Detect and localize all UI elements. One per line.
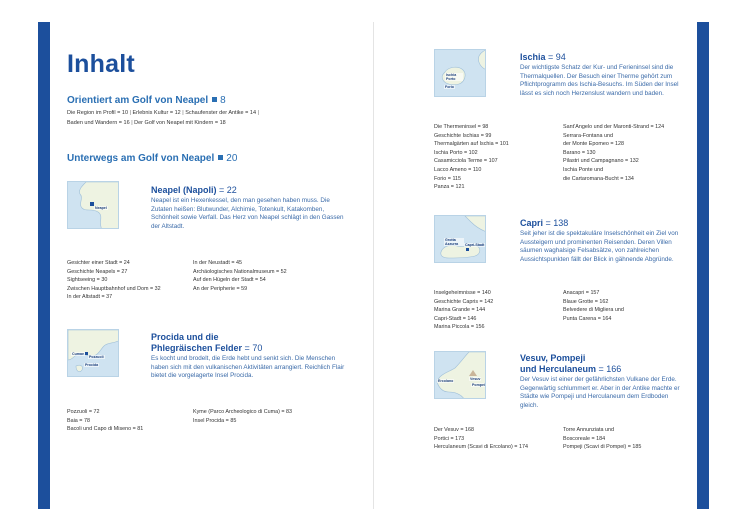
toc-item[interactable]: Pilastri und Campagnano = 132 <box>563 158 639 165</box>
toc-item[interactable]: Geschichte Ischias = 99 <box>434 132 492 139</box>
toc-item[interactable]: In der Altstadt = 37 <box>67 294 113 301</box>
intro-line-2 <box>67 119 307 129</box>
entry-procida-col2 <box>193 408 292 425</box>
toc-item[interactable]: Herculaneum (Scavi di Ercolano) = 174 <box>434 444 528 451</box>
toc-item[interactable]: Barano = 130 <box>563 149 596 156</box>
entry-capri-description: Seit jeher ist die spektakuläre Inselschönheit ein Ziel von Aussteigern und prominenten Reisenden. Deren Villen säumen waghalsige Felsabsätze, von zahlreichen Aussichtspunkten fällt der Blick in gähnende Abgründe. <box>520 230 679 263</box>
section-unterwegs-title: Unterwegs am Golf von Neapel <box>67 153 215 164</box>
map-label: Pozzuoli <box>89 355 104 359</box>
toc-item[interactable]: Geschichte Neapels = 27 <box>67 268 128 275</box>
separator: | <box>131 119 133 126</box>
toc-item[interactable]: Portici = 173 <box>434 435 465 442</box>
toc-item[interactable]: Boscoreale = 184 <box>563 435 606 442</box>
entry-vesuv-title[interactable]: Vesuv, Pompeji und Herculaneum = 166 <box>520 353 622 374</box>
toc-item[interactable]: Punta Carena = 164 <box>563 315 612 322</box>
page-gutter <box>373 22 374 509</box>
separator: | <box>257 110 259 116</box>
toc-item-continued[interactable]: Serrara-Fontana und <box>563 132 614 139</box>
left-edge-bar <box>38 22 50 509</box>
toc-item[interactable]: Capri-Stadt = 146 <box>434 315 477 322</box>
toc-item[interactable]: Ischia Porto = 102 <box>434 149 478 156</box>
entry-capri-col1 <box>434 289 493 332</box>
toc-item[interactable]: Inselgeheimnisse = 140 <box>434 290 491 296</box>
toc-item[interactable]: der Monte Epomeo = 128 <box>563 141 625 148</box>
separator: | <box>129 110 131 116</box>
map-neapel-thumbnail[interactable] <box>67 181 119 229</box>
toc-item[interactable]: Lacco Ameno = 110 <box>434 166 482 173</box>
section-unterwegs-heading[interactable] <box>67 153 237 164</box>
map-label: Forio <box>445 85 454 89</box>
entry-vesuv-description: Der Vesuv ist einer der gefährlichsten Vulkane der Erde. Gegenwärtig schlummert er. Aber in der Antike machte er Städte wie Pompeji und Herculaneum dem Erdboden gleich. <box>520 376 680 409</box>
map-label: Grotta Azzurra <box>444 238 464 246</box>
intro-item-kinder[interactable]: Der Golf von Neapel mit Kindern = 18 <box>134 119 226 126</box>
map-label: Cumae <box>72 352 84 356</box>
entry-neapel-description: Neapel ist ein Hexenkessel, den man gesehen haben muss. Die Zutaten heißen: Blutwunder, Alchimie, Totenkult, Katakomben, Schönheit sowie Verfall. Das Herz von Neapel schlägt in den Gassen der Altstadt. <box>151 197 344 230</box>
entry-capri-title[interactable]: Capri = 138 <box>520 218 569 228</box>
toc-item[interactable]: Kyme (Parco Archeologico di Cuma) = 83 <box>193 409 293 415</box>
map-procida-thumbnail[interactable] <box>67 329 119 377</box>
section-orientiert-intro <box>67 109 307 128</box>
entry-ischia-description: Der wichtigste Schatz der Kur- und Ferieninsel sind die Thermalquellen. Der Besuch einer Therme gehört zum Pflichtprogramm des Ischia-Besuchs. Im Süden der Insel lässt es sich noch Herzenslust wandern und baden. <box>520 64 679 97</box>
entry-procida-col1 <box>67 408 143 434</box>
entry-neapel-title[interactable]: Neapel (Napoli) = 22 <box>151 185 237 195</box>
toc-item[interactable]: Zwischen Hauptbahnhof und Dom = 32 <box>67 285 161 292</box>
entry-vesuv-col2 <box>563 426 641 452</box>
toc-item[interactable]: Der Vesuv = 168 <box>434 427 475 433</box>
intro-item-profil[interactable]: Die Region im Profil = 10 <box>67 110 129 116</box>
toc-item-continued[interactable]: Belvedere di Migliera und <box>563 307 624 314</box>
toc-item[interactable]: Bacoli und Capo di Miseno = 81 <box>67 426 144 433</box>
entry-capri-col2 <box>563 289 624 323</box>
entry-neapel-col1 <box>67 259 161 302</box>
toc-item[interactable]: Casamicciola Terme = 107 <box>434 158 498 165</box>
toc-item[interactable]: Panza = 121 <box>434 184 465 191</box>
toc-item[interactable]: Die Thermeninsel = 98 <box>434 124 489 130</box>
square-bullet-icon <box>218 155 223 160</box>
map-label: Ercolano <box>438 379 454 383</box>
toc-item[interactable]: An der Peripherie = 59 <box>193 285 248 292</box>
toc-item[interactable]: Pompeji (Scavi di Pompei) = 185 <box>563 444 642 451</box>
toc-item-continued[interactable]: Ischia Ponte und <box>563 166 604 173</box>
map-label: Procida <box>85 363 99 367</box>
toc-item[interactable]: Marina Grande = 144 <box>434 307 486 314</box>
map-capri-thumbnail[interactable] <box>434 215 486 263</box>
entry-vesuv-col1 <box>434 426 528 452</box>
map-label: Neapel <box>95 206 107 210</box>
square-bullet-icon <box>212 97 217 102</box>
map-label: Pompei <box>472 383 485 387</box>
toc-item[interactable]: Baia = 78 <box>67 417 90 424</box>
section-unterwegs-page: 20 <box>226 153 238 164</box>
map-label: Vesuv <box>470 377 481 381</box>
section-orientiert-page: 8 <box>220 95 226 106</box>
intro-item-kultur[interactable]: Erlebnis Kultur = 12 <box>132 110 181 116</box>
toc-item[interactable]: Thermalgärten auf Ischia = 101 <box>434 141 509 148</box>
toc-item[interactable]: Auf den Hügeln der Stadt = 54 <box>193 277 266 284</box>
toc-item[interactable]: Insel Procida = 85 <box>193 417 237 424</box>
coastline-map-icon <box>435 352 486 399</box>
map-label: Capri-Stadt <box>465 243 485 247</box>
entry-ischia-col2 <box>563 123 664 183</box>
toc-item[interactable]: Sightseeing = 30 <box>67 277 108 284</box>
intro-item-antike[interactable]: Schaufenster der Antike = 14 <box>185 110 257 116</box>
intro-line-1 <box>67 109 307 119</box>
map-ischia-thumbnail[interactable] <box>434 49 486 97</box>
map-label: Ischia Porto <box>445 73 463 81</box>
entry-ischia-title[interactable]: Ischia = 94 <box>520 52 566 62</box>
toc-item[interactable]: Marina Piccola = 156 <box>434 324 485 331</box>
toc-item[interactable]: Geschichte Capris = 142 <box>434 298 494 305</box>
toc-item[interactable]: Sant’Angelo und der Maronti-Strand = 124 <box>563 124 665 130</box>
toc-item-continued[interactable]: Torre Annunziata und <box>563 427 614 433</box>
page-title: Inhalt <box>67 50 135 78</box>
entry-procida-description: Es kocht und brodelt, die Erde hebt und senkt sich. Die Menschen haben sich mit den vulkanischen Aktivitäten arrangiert. Reichlich Flair bietet die vorgelagerte Insel Procida. <box>151 355 345 380</box>
separator: | <box>182 110 184 116</box>
entry-ischia-col1 <box>434 123 509 192</box>
toc-item[interactable]: In der Neustadt = 45 <box>193 260 243 266</box>
entry-neapel-col2 <box>193 259 287 293</box>
toc-item[interactable]: Anacapri = 157 <box>563 290 600 296</box>
intro-item-baden[interactable]: Baden und Wandern = 16 <box>67 119 130 126</box>
section-orientiert-title: Orientiert am Golf von Neapel <box>67 95 209 106</box>
toc-item[interactable]: Pozzuoli = 72 <box>67 409 100 415</box>
toc-item[interactable]: Gesichter einer Stadt = 24 <box>67 260 130 266</box>
toc-item[interactable]: Forio = 115 <box>434 175 462 182</box>
entry-procida-title[interactable]: Procida und die Phlegräischen Felder = 70 <box>151 332 263 353</box>
toc-item[interactable]: Blaue Grotte = 162 <box>563 298 609 305</box>
toc-item[interactable]: die Cartaromana-Bucht = 134 <box>563 175 634 182</box>
section-orientiert-heading[interactable] <box>67 95 226 106</box>
map-vesuv-thumbnail[interactable] <box>434 351 486 399</box>
toc-item[interactable]: Archäologisches Nationalmuseum = 52 <box>193 268 287 275</box>
right-edge-bar <box>697 22 709 509</box>
